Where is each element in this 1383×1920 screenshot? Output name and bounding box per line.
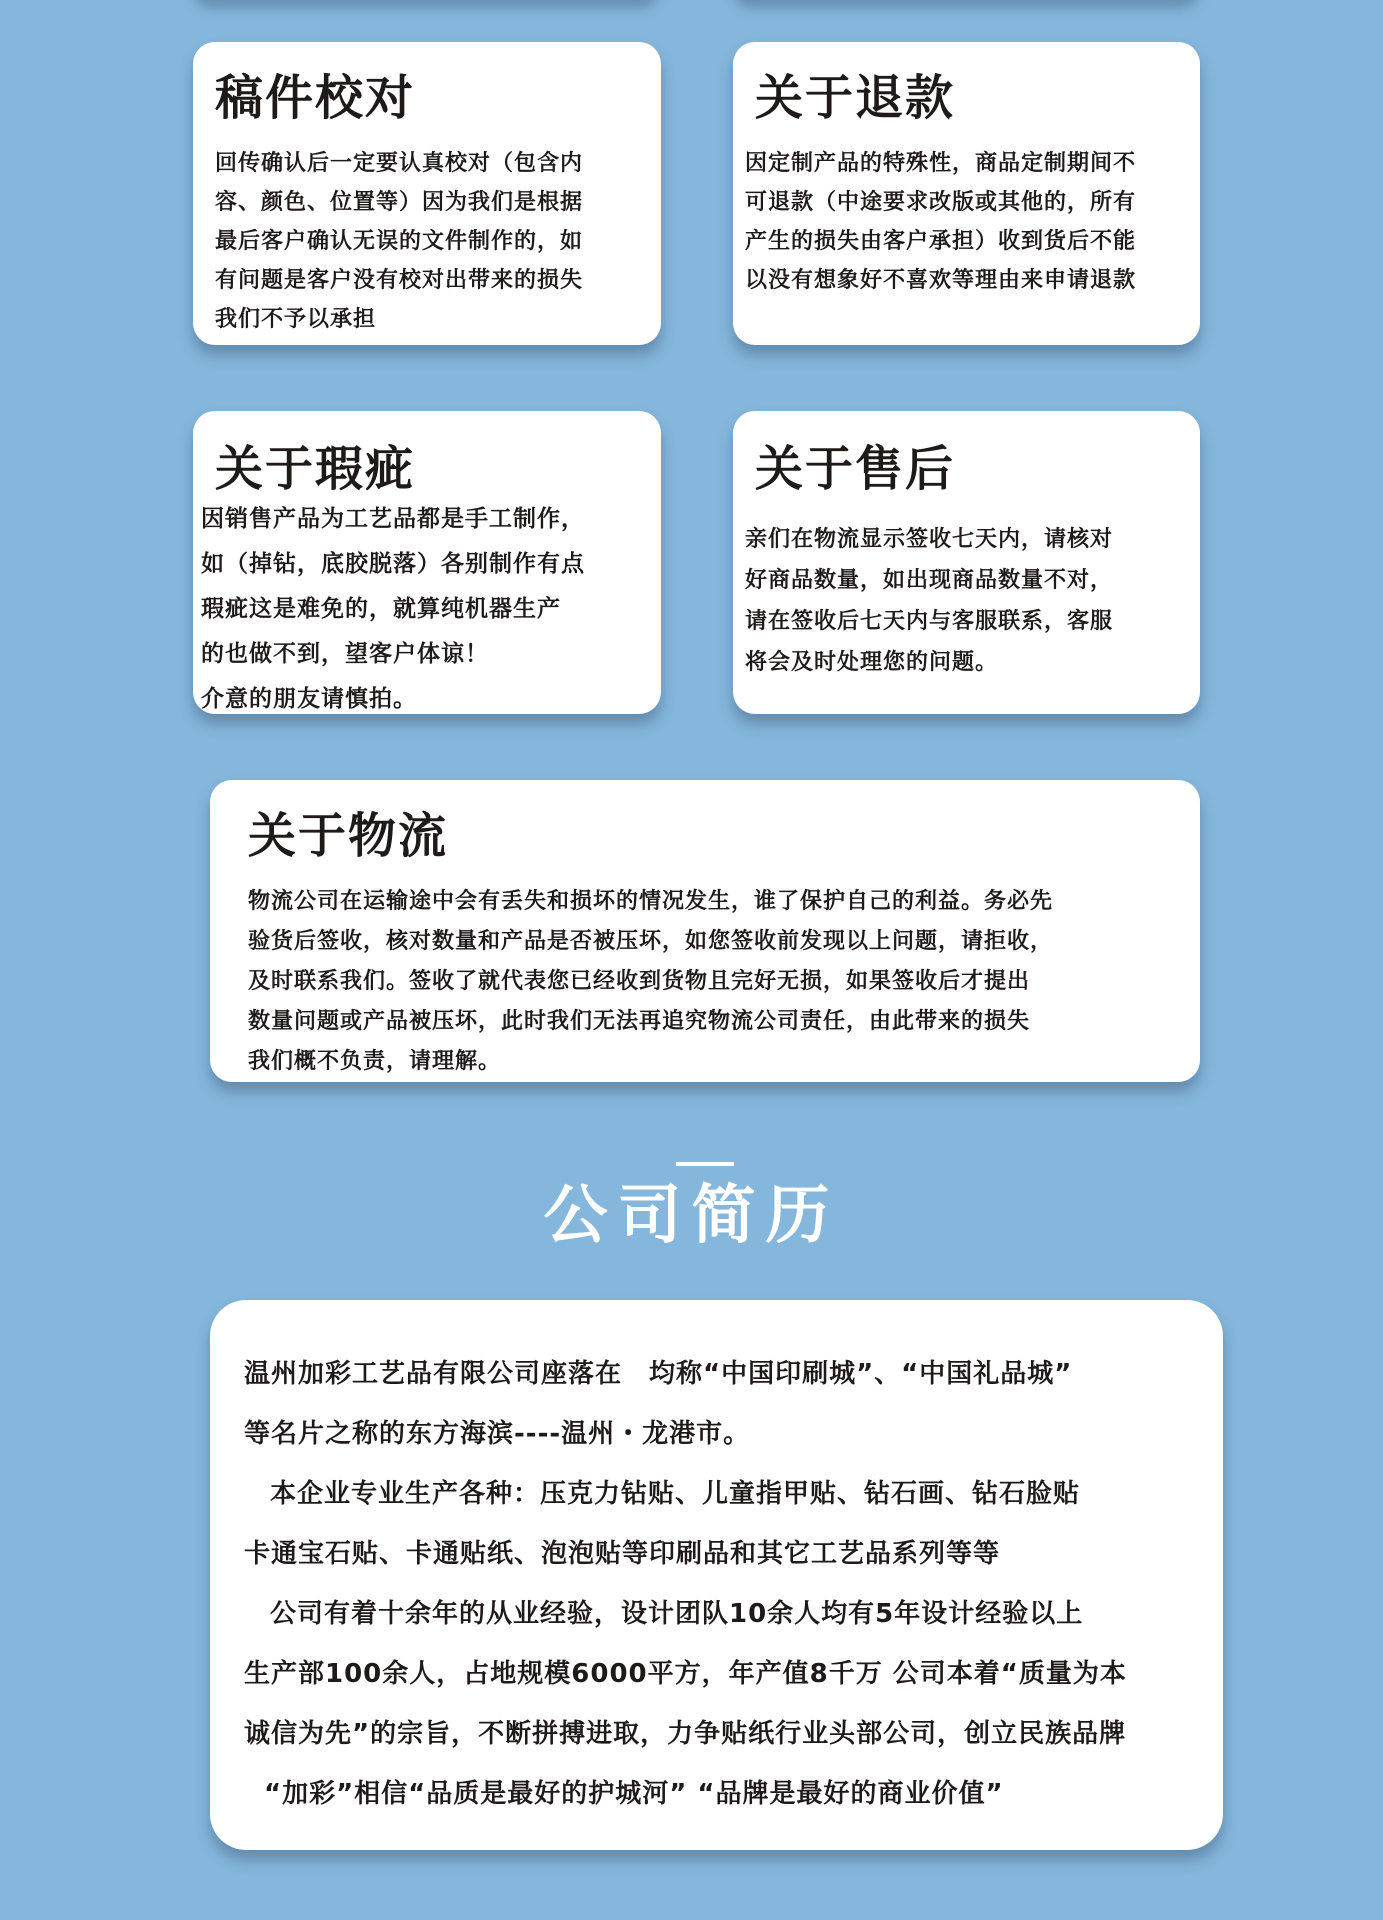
card-line: 回传确认后一定要认真校对（包含内 [215,151,584,176]
card-line: 好商品数量，如出现商品数量不对， [745,568,1114,593]
card-line: 我们概不负责，请理解。 [248,1049,502,1074]
profile-line: 生产部100余人，占地规模6000平方，年产值8千万 公司本着“质量为本 [244,1659,1127,1689]
card-line: 数量问题或产品被压坏，此时我们无法再追究物流公司责任，由此带来的损失 [248,1009,1031,1034]
card-line: 有问题是客户没有校对出带来的损失 [215,268,584,293]
card-line: 介意的朋友请慎拍。 [201,686,417,712]
card-line: 因定制产品的特殊性，商品定制期间不 [745,151,1137,176]
card-logistics [210,780,1200,1082]
card-line: 可退款（中途要求改版或其他的，所有 [745,190,1137,215]
card-line: 最后客户确认无误的文件制作的，如 [215,229,584,254]
card-body [248,882,1200,1082]
card-line: 产生的损失由客户承担）收到货后不能 [745,229,1137,254]
card-title: 关于售后 [755,441,956,497]
card-line: 请在签收后七天内与客服联系，客服 [745,609,1114,634]
profile-line: 等名片之称的东方海滨----温州・龙港市。 [244,1419,751,1449]
profile-line: 温州加彩工艺品有限公司座落在 均称“中国印刷城”、“中国礼品城” [244,1359,1073,1389]
section-title: 公司简历 [543,1179,840,1253]
company-profile-text [244,1344,1223,1824]
card-line: 以没有想象好不喜欢等理由来申请退款 [745,268,1137,293]
card-title: 稿件校对 [215,70,416,126]
card-line: 亲们在物流显示签收七天内，请核对 [745,527,1114,552]
card-company-profile [210,1300,1223,1850]
card-line: 验货后签收，核对数量和产品是否被压坏，如您签收前发现以上问题，请拒收， [248,929,1054,954]
card-title: 关于退款 [755,70,956,126]
section-divider [676,1162,734,1166]
card-after-sales [733,411,1200,714]
profile-line: “加彩”相信“品质是最好的护城河” “品牌是最好的商业价值” [264,1779,1004,1809]
card-line: 将会及时处理您的问题。 [745,650,999,675]
card-flaw [193,411,661,714]
card-line: 因销售产品为工艺品都是手工制作， [201,506,585,532]
card-line: 容、颜色、位置等）因为我们是根据 [215,190,584,215]
card-line: 物流公司在运输途中会有丢失和损坏的情况发生，谁了保护自己的利益。务必先 [248,889,1054,914]
profile-line: 公司有着十余年的从业经验，设计团队10余人均有5年设计经验以上 [270,1599,1084,1629]
profile-line: 本企业专业生产各种：压克力钻贴、儿童指甲贴、钻石画、钻石脸贴 [270,1479,1081,1509]
profile-line: 诚信为先”的宗旨，不断拼搏进取，力争贴纸行业头部公司，创立民族品牌 [244,1719,1127,1749]
card-body [201,497,661,722]
card-body [215,144,661,339]
card-body [745,519,1200,683]
profile-line: 卡通宝石贴、卡通贴纸、泡泡贴等印刷品和其它工艺品系列等等 [244,1539,1001,1569]
card-line: 瑕疵这是难免的，就算纯机器生产 [201,596,561,622]
card-proofreading [193,42,661,345]
card-line: 及时联系我们。签收了就代表您已经收到货物且完好无损，如果签收后才提出 [248,969,1031,994]
card-title: 关于瑕疵 [215,441,416,497]
card-line: 的也做不到，望客户体谅！ [201,641,489,667]
card-line: 我们不予以承担 [215,307,377,332]
card-body [745,144,1200,300]
card-refund [733,42,1200,345]
card-line: 如（掉钻，底胶脱落）各别制作有点 [201,551,585,577]
card-title: 关于物流 [248,808,449,864]
